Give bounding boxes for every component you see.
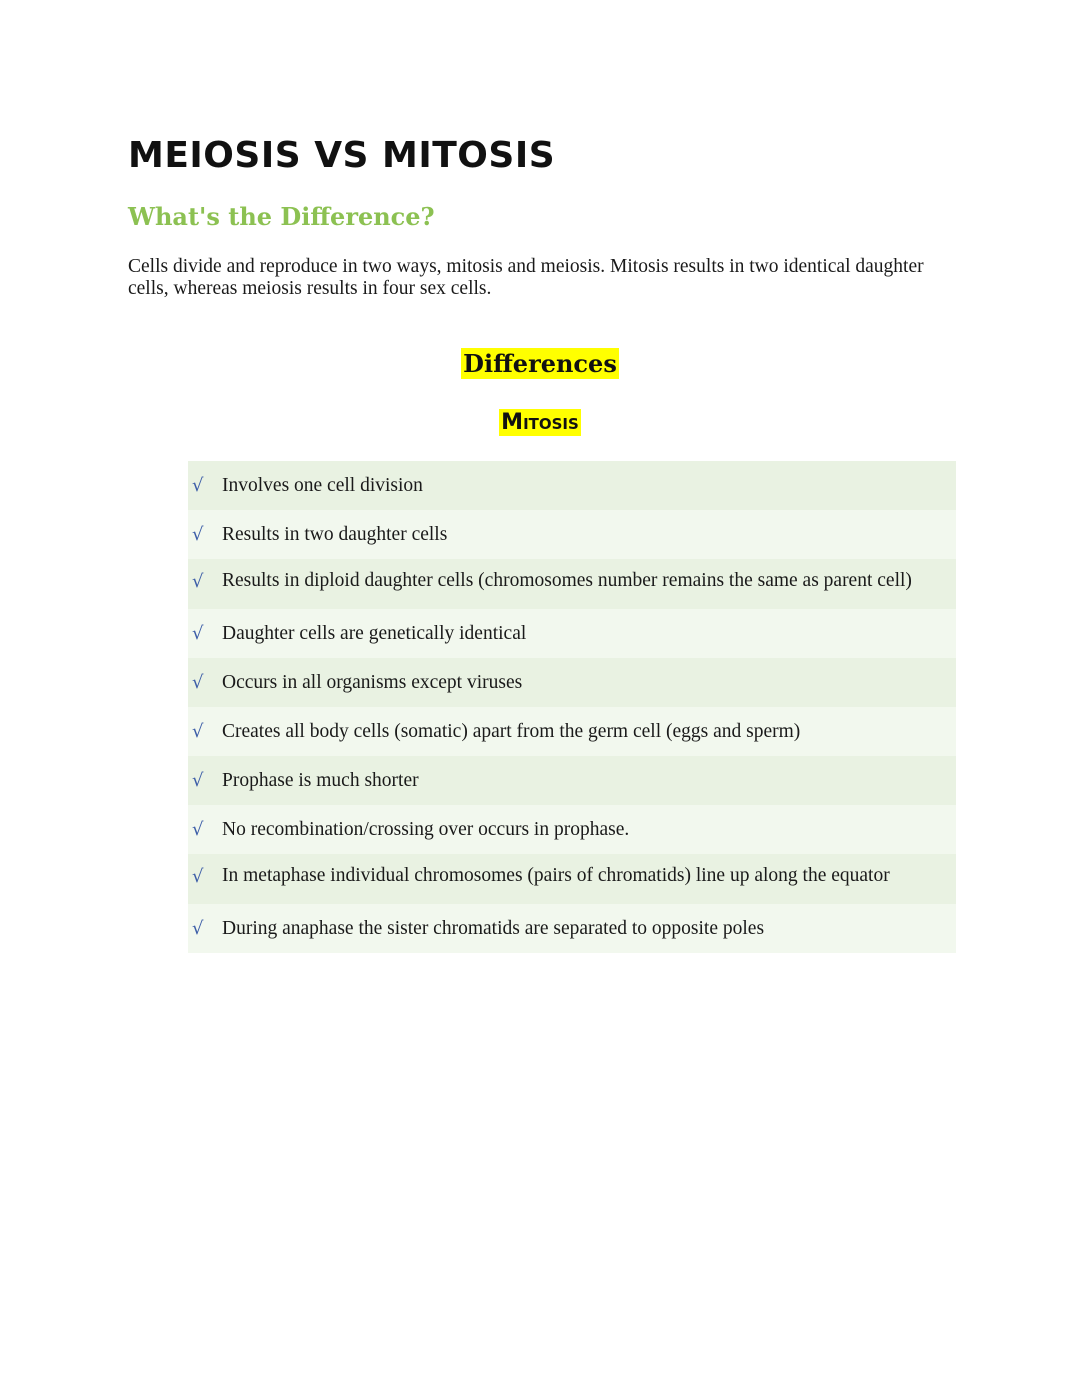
list-item bbox=[188, 805, 956, 854]
list-item-text: During anaphase the sister chromatids are separated to opposite poles bbox=[222, 918, 765, 939]
list-item bbox=[188, 510, 956, 559]
list-item bbox=[188, 658, 956, 707]
list-item bbox=[188, 609, 956, 658]
differences-heading-text: Differences bbox=[463, 349, 617, 378]
check-icon: √ bbox=[192, 721, 204, 742]
check-icon: √ bbox=[192, 623, 204, 644]
check-icon: √ bbox=[192, 770, 204, 791]
list-item-text: Involves one cell division bbox=[222, 475, 423, 496]
page-subtitle: What's the Difference? bbox=[128, 202, 435, 231]
list-item-text: Daughter cells are genetically identical bbox=[222, 623, 527, 644]
list-item-text: Occurs in all organisms except viruses bbox=[222, 672, 523, 693]
list-item-text: In metaphase individual chromosomes (pairs of chromatids) line up along the equator bbox=[222, 865, 890, 886]
list-item bbox=[188, 756, 956, 805]
list-item-text: Results in two daughter cells bbox=[222, 524, 448, 545]
mitosis-heading bbox=[0, 408, 1080, 438]
list-item bbox=[188, 461, 956, 510]
list-item bbox=[188, 559, 956, 609]
list-item bbox=[188, 707, 956, 756]
mitosis-differences-list bbox=[188, 461, 956, 953]
check-icon: √ bbox=[192, 672, 204, 693]
check-icon: √ bbox=[192, 918, 204, 939]
check-icon: √ bbox=[192, 571, 204, 592]
list-item-text: Prophase is much shorter bbox=[222, 770, 419, 791]
check-icon: √ bbox=[192, 819, 204, 840]
list-item-text: No recombination/crossing over occurs in prophase. bbox=[222, 819, 630, 840]
mitosis-heading-text: Mitosis bbox=[501, 410, 579, 435]
list-item bbox=[188, 904, 956, 953]
check-icon: √ bbox=[192, 524, 204, 545]
list-item bbox=[188, 854, 956, 904]
check-icon: √ bbox=[192, 866, 204, 887]
differences-heading bbox=[0, 348, 1080, 380]
check-icon: √ bbox=[192, 475, 204, 496]
list-item-text: Creates all body cells (somatic) apart from the germ cell (eggs and sperm) bbox=[222, 721, 801, 742]
intro-paragraph: Cells divide and reproduce in two ways, mitosis and meiosis. Mitosis results in two identical daughter cells, whereas meiosis results in four sex cells. bbox=[128, 256, 924, 299]
page-title: MEIOSIS VS MITOSIS bbox=[128, 135, 556, 176]
list-item-text: Results in diploid daughter cells (chromosomes number remains the same as parent cell) bbox=[222, 570, 912, 591]
